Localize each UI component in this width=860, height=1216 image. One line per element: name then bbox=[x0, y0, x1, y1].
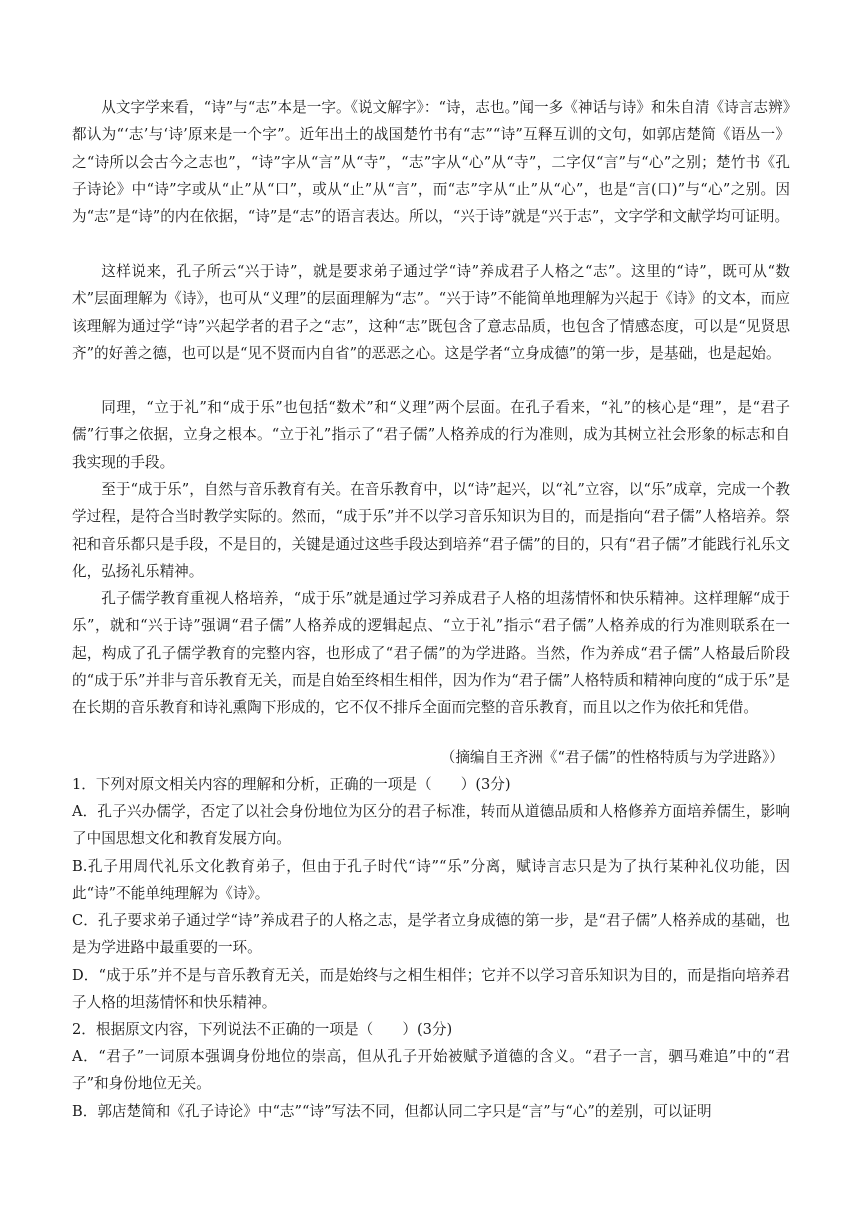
question-1-option-c: C．孔子要求弟子通过学“诗”养成君子的人格之志，是学者立身成德的第一步，是“君子儒”人格养成的基础，也是为学进路中最重要的一环。 bbox=[72, 912, 790, 957]
question-1-option-d: D．“成于乐”并不是与音乐教育无关，而是始终与之相生相伴；它并不以学习音乐知识为目的，而是指向培养君子人格的坦荡情怀和快乐精神。 bbox=[72, 967, 790, 1012]
passage-paragraph-4: 至于“成于乐”，自然与音乐教育有关。在音乐教育中，以“诗”起兴，以“礼”立容，以“乐”成章，完成一个教学过程，是符合当时教学实际的。然而，“成于乐”并不以学习音乐知识为目的，而是指向“君子儒”人格培养。祭祀和音乐都只是手段，不是目的，关键是通过这些手段达到培养“君子儒”的目的，只有“君子儒”才能践行礼乐文化，弘扬礼乐精神。 bbox=[72, 481, 790, 580]
passage-source: （摘编自王齐洲《“君子儒”的性格特质与为学进路》） bbox=[440, 749, 784, 766]
passage-paragraph-2: 这样说来，孔子所云“兴于诗”，就是要求弟子通过学“诗”养成君子人格之“志”。这里的“诗”，既可从“数术”层面理解为《诗》，也可从“义理”的层面理解为“志”。“兴于诗”不能简单地理解为兴起于《诗》的文本，而应该理解为通过学“诗”兴起学者的君子之“志”，这种“志”既包含了意志品质，也包含了情感态度，可以是“见贤思齐”的好善之德，也可以是“见不贤而内自省”的恶恶之心。这是学者“立身成德”的第一步，是基础，也是起始。 bbox=[72, 263, 790, 362]
question-1-stem: 1．下列对原文相关内容的理解和分析，正确的一项是（ ）(3分) bbox=[72, 776, 511, 793]
question-1-option-b: B.孔子用周代礼乐文化教育弟子，但由于孔子时代“诗”“乐”分离，赋诗言志只是为了执行某种礼仪功能，因此“诗”不能单纯理解为《诗》。 bbox=[72, 858, 790, 903]
passage-paragraph-5: 孔子儒学教育重视人格培养，“成于乐”就是通过学习养成君子人格的坦荡情怀和快乐精神。这样理解“成于乐”，就和“兴于诗”强调“君子儒”人格养成的逻辑起点、“立于礼”指示“君子儒”人格养成的行为准则联系在一起，构成了孔子儒学教育的完整内容，也形成了“君子儒”的为学进路。当然，作为养成“君子儒”人格最后阶段的“成于乐”并非与音乐教育无关，而是自始至终相生相伴，因为作为“君子儒”人格特质和精神向度的“成于乐”是在长期的音乐教育和诗礼熏陶下形成的，它不仅不排斥全面而完整的音乐教育，而且以之作为依托和凭借。 bbox=[72, 590, 790, 717]
question-1-option-a: A．孔子兴办儒学，否定了以社会身份地位为区分的君子标准，转而从道德品质和人格修养方面培养儒生，影响了中国思想文化和教育发展方向。 bbox=[72, 803, 790, 848]
question-2-stem: 2．根据原文内容，下列说法不正确的一项是（ ）(3分) bbox=[72, 1021, 453, 1038]
question-2-option-a: A．“君子”一词原本强调身份地位的崇高，但从孔子开始被赋予道德的含义。“君子一言，驷马难追”中的“君子”和身份地位无关。 bbox=[72, 1048, 790, 1093]
question-2-option-b: B．郭店楚简和《孔子诗论》中“志”“诗”写法不同，但都认同二字只是“言”与“心”的差别，可以证明 bbox=[72, 1103, 712, 1120]
passage-paragraph-3: 同理，“立于礼”和“成于乐”也包括“数术”和“义理”两个层面。在孔子看来，“礼”的核心是“理”，是“君子儒”行事之依据，立身之根本。“立于礼”指示了“君子儒”人格养成的行为准则，成为其树立社会形象的标志和自我实现的手段。 bbox=[72, 399, 790, 471]
passage-paragraph-1: 从文字学来看，“诗”与“志”本是一字。《说文解字》：“诗，志也。”闻一多《神话与诗》和朱自清《诗言志辨》都认为“‘志’与‘诗’原来是一个字”。近年出土的战国楚竹书有“志”“诗”互释互训的文句，如郭店楚简《语丛一》之“诗所以会古今之志也”，“诗”字从“言”从“寺”，“志”字从“心”从“寺”，二字仅“言”与“心”之别；楚竹书《孔子诗论》中“诗”字或从“止”从“口”，或从“止”从“言”，而“志”字从“止”从“心”，也是“言(口)”与“心”之别。因为“志”是“诗”的内在依据，“诗”是“志”的语言表达。所以，“兴于诗”就是“兴于志”，文字学和文献学均可证明。 bbox=[72, 99, 790, 226]
